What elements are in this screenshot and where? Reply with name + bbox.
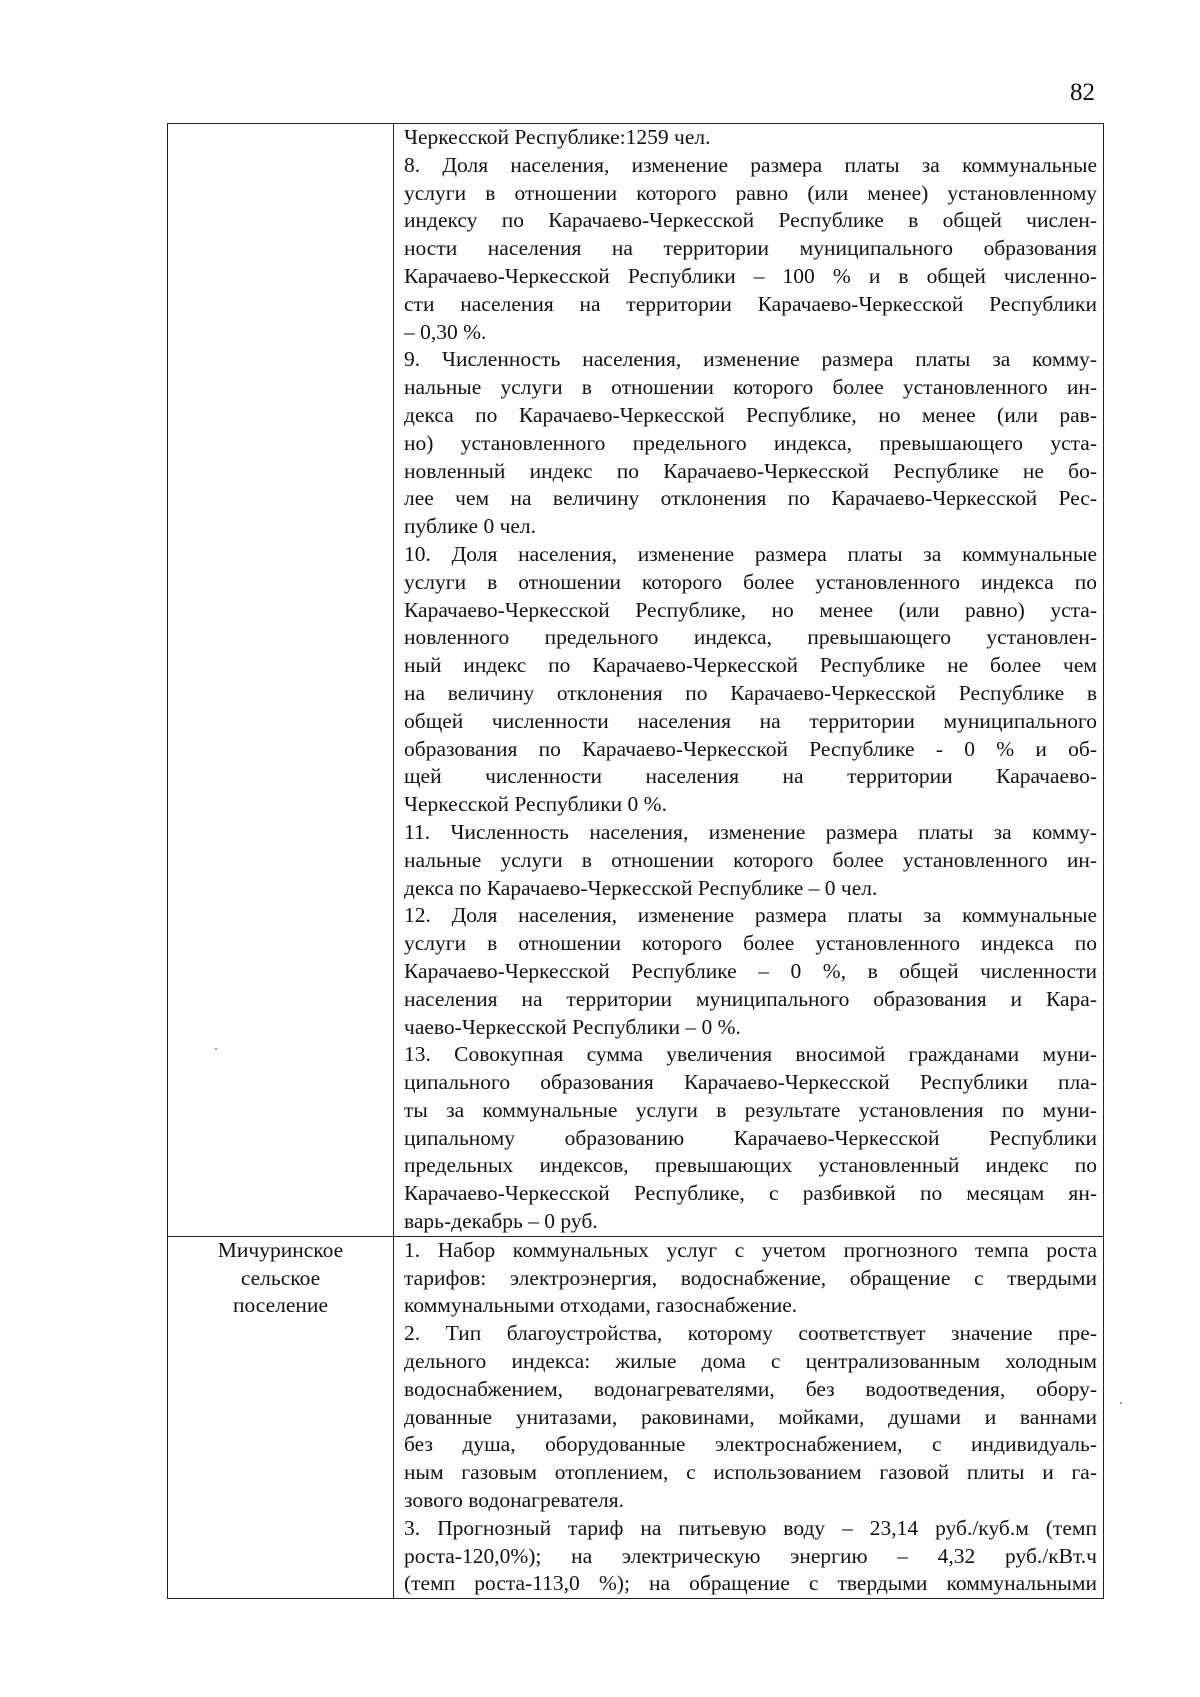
- text-line: 1. Набор коммунальных услуг с учетом прогнозного темпа роста: [404, 1237, 1097, 1262]
- text-line: ный индекс по Карачаево-Черкесской Республике не более чем: [404, 653, 1097, 678]
- scan-speck: [215, 1048, 217, 1050]
- text-line: ципального образования Карачаево-Черкесской Республики пла-: [404, 1070, 1097, 1095]
- text-line: лее чем на величину отклонения по Карачаево-Черкесской Рес-: [404, 486, 1097, 511]
- text-line: 8. Доля населения, изменение размера платы за коммунальные: [404, 152, 1097, 177]
- text-line: чаево-Черкесской Республики – 0 %.: [404, 1014, 741, 1039]
- text-line: услуги в отношении которого более установленного индекса по: [404, 569, 1097, 594]
- indicators-cell: [394, 1236, 1104, 1598]
- text-line: Карачаево-Черкесской Республики – 100 % и в общей численно-: [404, 263, 1097, 288]
- indicator-paragraph: [404, 1237, 1097, 1320]
- text-line: Черкесской Республике:1259 чел.: [404, 125, 711, 149]
- text-line: – 0,30 %.: [404, 319, 487, 344]
- text-line: водоснабжением, водонагревателями, без водоотведения, обору-: [404, 1376, 1097, 1401]
- text-line: новленный индекс по Карачаево-Черкесской Республике не бо-: [404, 458, 1097, 483]
- text-line: Карачаево-Черкесской Республике – 0 %, в общей численности: [404, 958, 1097, 983]
- text-line: ты за коммунальные услуги в результате установления по муни-: [404, 1097, 1097, 1122]
- text-line: 12. Доля населения, изменение размера платы за коммунальные: [404, 903, 1097, 928]
- indicators-cell: [394, 124, 1104, 1237]
- text-line: варь-декабрь – 0 руб.: [404, 1209, 598, 1234]
- scan-speck: [1120, 1402, 1122, 1404]
- text-line: щей численности населения на территории Карачаево-: [404, 764, 1097, 789]
- text-line: 10. Доля населения, изменение размера платы за коммунальные: [404, 541, 1097, 566]
- municipality-name-line: сельское: [240, 1265, 321, 1290]
- text-line: коммунальными отходами, газоснабжение.: [404, 1293, 798, 1318]
- indicators-text: [394, 124, 1103, 1236]
- indicators-text: [394, 1237, 1103, 1598]
- text-line: Карачаево-Черкесской Республике, но менее (или равно) уста-: [404, 597, 1097, 622]
- text-line: роста-120,0%); на электрическую энергию – 4,32 руб./кВт.ч: [404, 1543, 1097, 1568]
- text-line: общей численности населения на территории муниципального: [404, 708, 1097, 733]
- text-line: индексу по Карачаево-Черкесской Республике в общей числен-: [404, 208, 1097, 233]
- text-line: услуги в отношении которого равно (или менее) установленному: [404, 180, 1097, 205]
- text-line: предельных индексов, превышающих установленный индекс по: [404, 1153, 1097, 1178]
- text-line: нальные услуги в отношении которого более установленного ин-: [404, 375, 1097, 400]
- indicator-paragraph: [404, 819, 1097, 902]
- text-line: декса по Карачаево-Черкесской Республике, но менее (или рав-: [404, 402, 1097, 427]
- text-line: ципальному образованию Карачаево-Черкесской Республики: [404, 1125, 1097, 1150]
- indicator-paragraph: [404, 124, 1097, 152]
- text-line: услуги в отношении которого более установленного индекса по: [404, 931, 1097, 956]
- text-line: сти населения на территории Карачаево-Черкесской Республики: [404, 291, 1097, 316]
- table-row: [168, 124, 1104, 1237]
- municipality-name-line: Мичуринское: [217, 1237, 344, 1262]
- text-line: 2. Тип благоустройства, которому соответствует значение пре-: [404, 1321, 1097, 1346]
- text-line: дельного индекса: жилые дома с централизованным холодным: [404, 1349, 1097, 1374]
- text-line: (темп роста-113,0 %); на обращение с твердыми коммунальными: [404, 1571, 1097, 1596]
- text-line: ности населения на территории муниципального образования: [404, 236, 1097, 261]
- text-line: без душа, оборудованные электроснабжением, с индивидуаль-: [404, 1432, 1097, 1457]
- text-line: населения на территории муниципального образования и Кара-: [404, 986, 1097, 1011]
- indicator-paragraph: [404, 1515, 1097, 1598]
- text-line: Черкесской Республики 0 %.: [404, 792, 667, 817]
- text-line: зового водонагревателя.: [404, 1488, 625, 1513]
- text-line: нальные услуги в отношении которого более установленного ин-: [404, 847, 1097, 872]
- text-line: но) установленного предельного индекса, превышающего уста-: [404, 430, 1097, 455]
- text-line: на величину отклонения по Карачаево-Черкесской Республике в: [404, 680, 1097, 705]
- indicator-paragraph: [404, 902, 1097, 1041]
- municipality-name: [168, 1237, 393, 1320]
- text-line: ным газовым отоплением, с использованием газовой плиты и га-: [404, 1460, 1097, 1485]
- municipality-name-line: поселение: [233, 1293, 328, 1318]
- indicator-paragraph: [404, 1320, 1097, 1515]
- text-line: 11. Численность населения, изменение размера платы за комму-: [404, 819, 1097, 844]
- text-line: 13. Совокупная сумма увеличения вносимой гражданами муни-: [404, 1042, 1097, 1067]
- page-number: 82: [1070, 79, 1095, 106]
- text-line: Карачаево-Черкесской Республике, с разбивкой по месяцам ян-: [404, 1181, 1097, 1206]
- text-line: 3. Прогнозный тариф на питьевую воду – 23,14 руб./куб.м (темп: [404, 1515, 1097, 1540]
- table-row: [168, 1236, 1104, 1598]
- indicator-paragraph: [404, 152, 1097, 347]
- municipality-cell: [168, 124, 394, 1237]
- indicator-paragraph: [404, 1041, 1097, 1236]
- indicator-paragraph: [404, 346, 1097, 541]
- text-line: публике 0 чел.: [404, 514, 537, 539]
- text-line: дованные унитазами, раковинами, мойками, душами и ваннами: [404, 1404, 1097, 1429]
- indicator-paragraph: [404, 541, 1097, 819]
- text-line: новленного предельного индекса, превышающего установлен-: [404, 625, 1097, 650]
- text-line: образования по Карачаево-Черкесской Республике - 0 % и об-: [404, 736, 1097, 761]
- municipality-cell: [168, 1236, 394, 1598]
- text-line: декса по Карачаево-Черкесской Республике – 0 чел.: [404, 875, 878, 900]
- text-line: тарифов: электроэнергия, водоснабжение, обращение с твердыми: [404, 1265, 1097, 1290]
- indices-table: [167, 123, 1104, 1599]
- text-line: 9. Численность населения, изменение размера платы за комму-: [404, 347, 1097, 372]
